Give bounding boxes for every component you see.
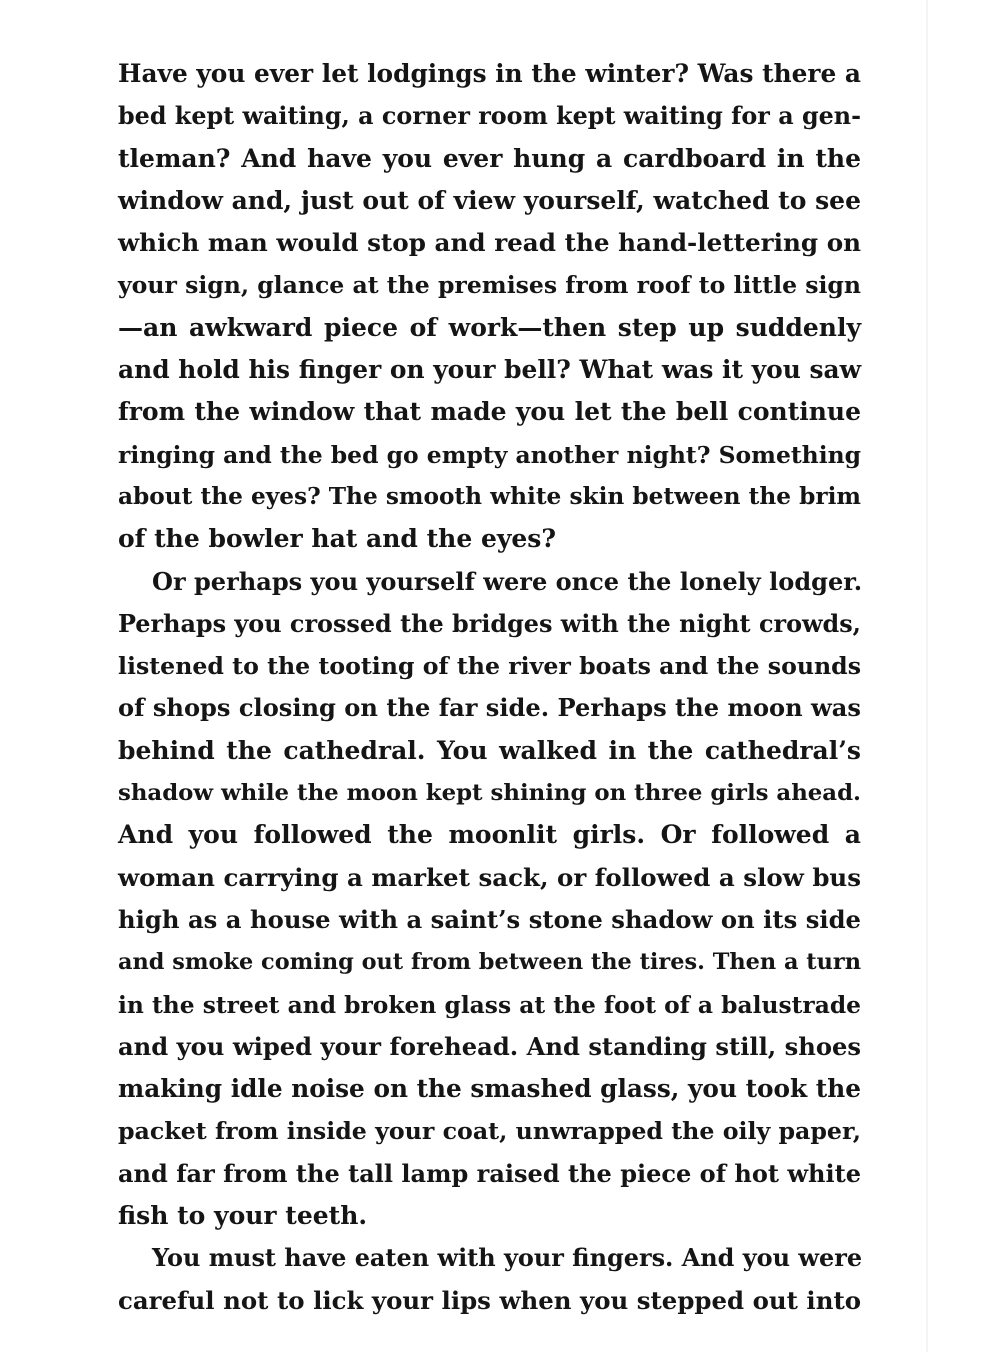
text-line: of shops closing on the far side. Perhaps the moon was [118, 693, 861, 723]
text-line: Have you ever let lodgings in the winter? Was there a [118, 59, 861, 88]
text-line: listened to the tooting of the river boats and the sounds [118, 652, 861, 681]
text-line: and smoke coming out from between the tires. Then a turn [118, 949, 861, 976]
text-line: of the bowler hat and the eyes? [118, 524, 557, 554]
text-line: and you wiped your forehead. And standing still, shoes [118, 1031, 861, 1061]
paragraph-1 [118, 53, 861, 561]
text-line: ringing and the bed go empty another night? Something [118, 440, 861, 469]
text-line: high as a house with a saint’s stone shadow on its side [118, 904, 861, 934]
text-line: window and, just out of view yourself, watched to see [118, 185, 861, 215]
text-line: woman carrying a market sack, or followed a slow bus [118, 862, 861, 892]
text-line: And you followed the moonlit girls. Or followed a [118, 820, 861, 850]
text-line: shadow while the moon kept shining on three girls ahead. [118, 780, 861, 807]
text-line: careful not to lick your lips when you stepped out into [118, 1285, 861, 1315]
text-line: in the street and broken glass at the foot of a balustrade [118, 990, 861, 1019]
page-edge-shadow [926, 0, 928, 1352]
text-line: packet from inside your coat, unwrapped the oily paper, [118, 1117, 861, 1146]
text-line: Or perhaps you yourself were once the lonely lodger. [152, 566, 863, 596]
text-line: —an awkward piece of work—then step up suddenly [118, 312, 861, 342]
text-line: about the eyes? The smooth white skin between the brim [118, 482, 861, 510]
text-line: Perhaps you crossed the bridges with the night crowds, [118, 609, 861, 638]
text-line: and far from the tall lamp raised the piece of hot white [118, 1158, 861, 1188]
text-line: behind the cathedral. You walked in the cathedral’s [118, 735, 861, 765]
text-line: fish to your teeth. [118, 1201, 368, 1231]
text-line: making idle noise on the smashed glass, you took the [118, 1074, 861, 1104]
paragraph-3 [118, 1237, 861, 1322]
text-line: tleman? And have you ever hung a cardboard in the [118, 143, 861, 173]
text-line: You must have eaten with your fingers. And you were [152, 1244, 863, 1273]
text-line: from the window that made you let the bell continue [118, 397, 861, 427]
text-line: your sign, glance at the premises from roof to little sign [118, 271, 861, 300]
text-line: and hold his finger on your bell? What was it you saw [118, 355, 861, 385]
body-text [118, 53, 861, 1322]
text-line: bed kept waiting, a corner room kept waiting for a gen- [118, 102, 861, 131]
text-line: which man would stop and read the hand-lettering on [118, 228, 861, 258]
paragraph-2 [118, 561, 861, 1238]
